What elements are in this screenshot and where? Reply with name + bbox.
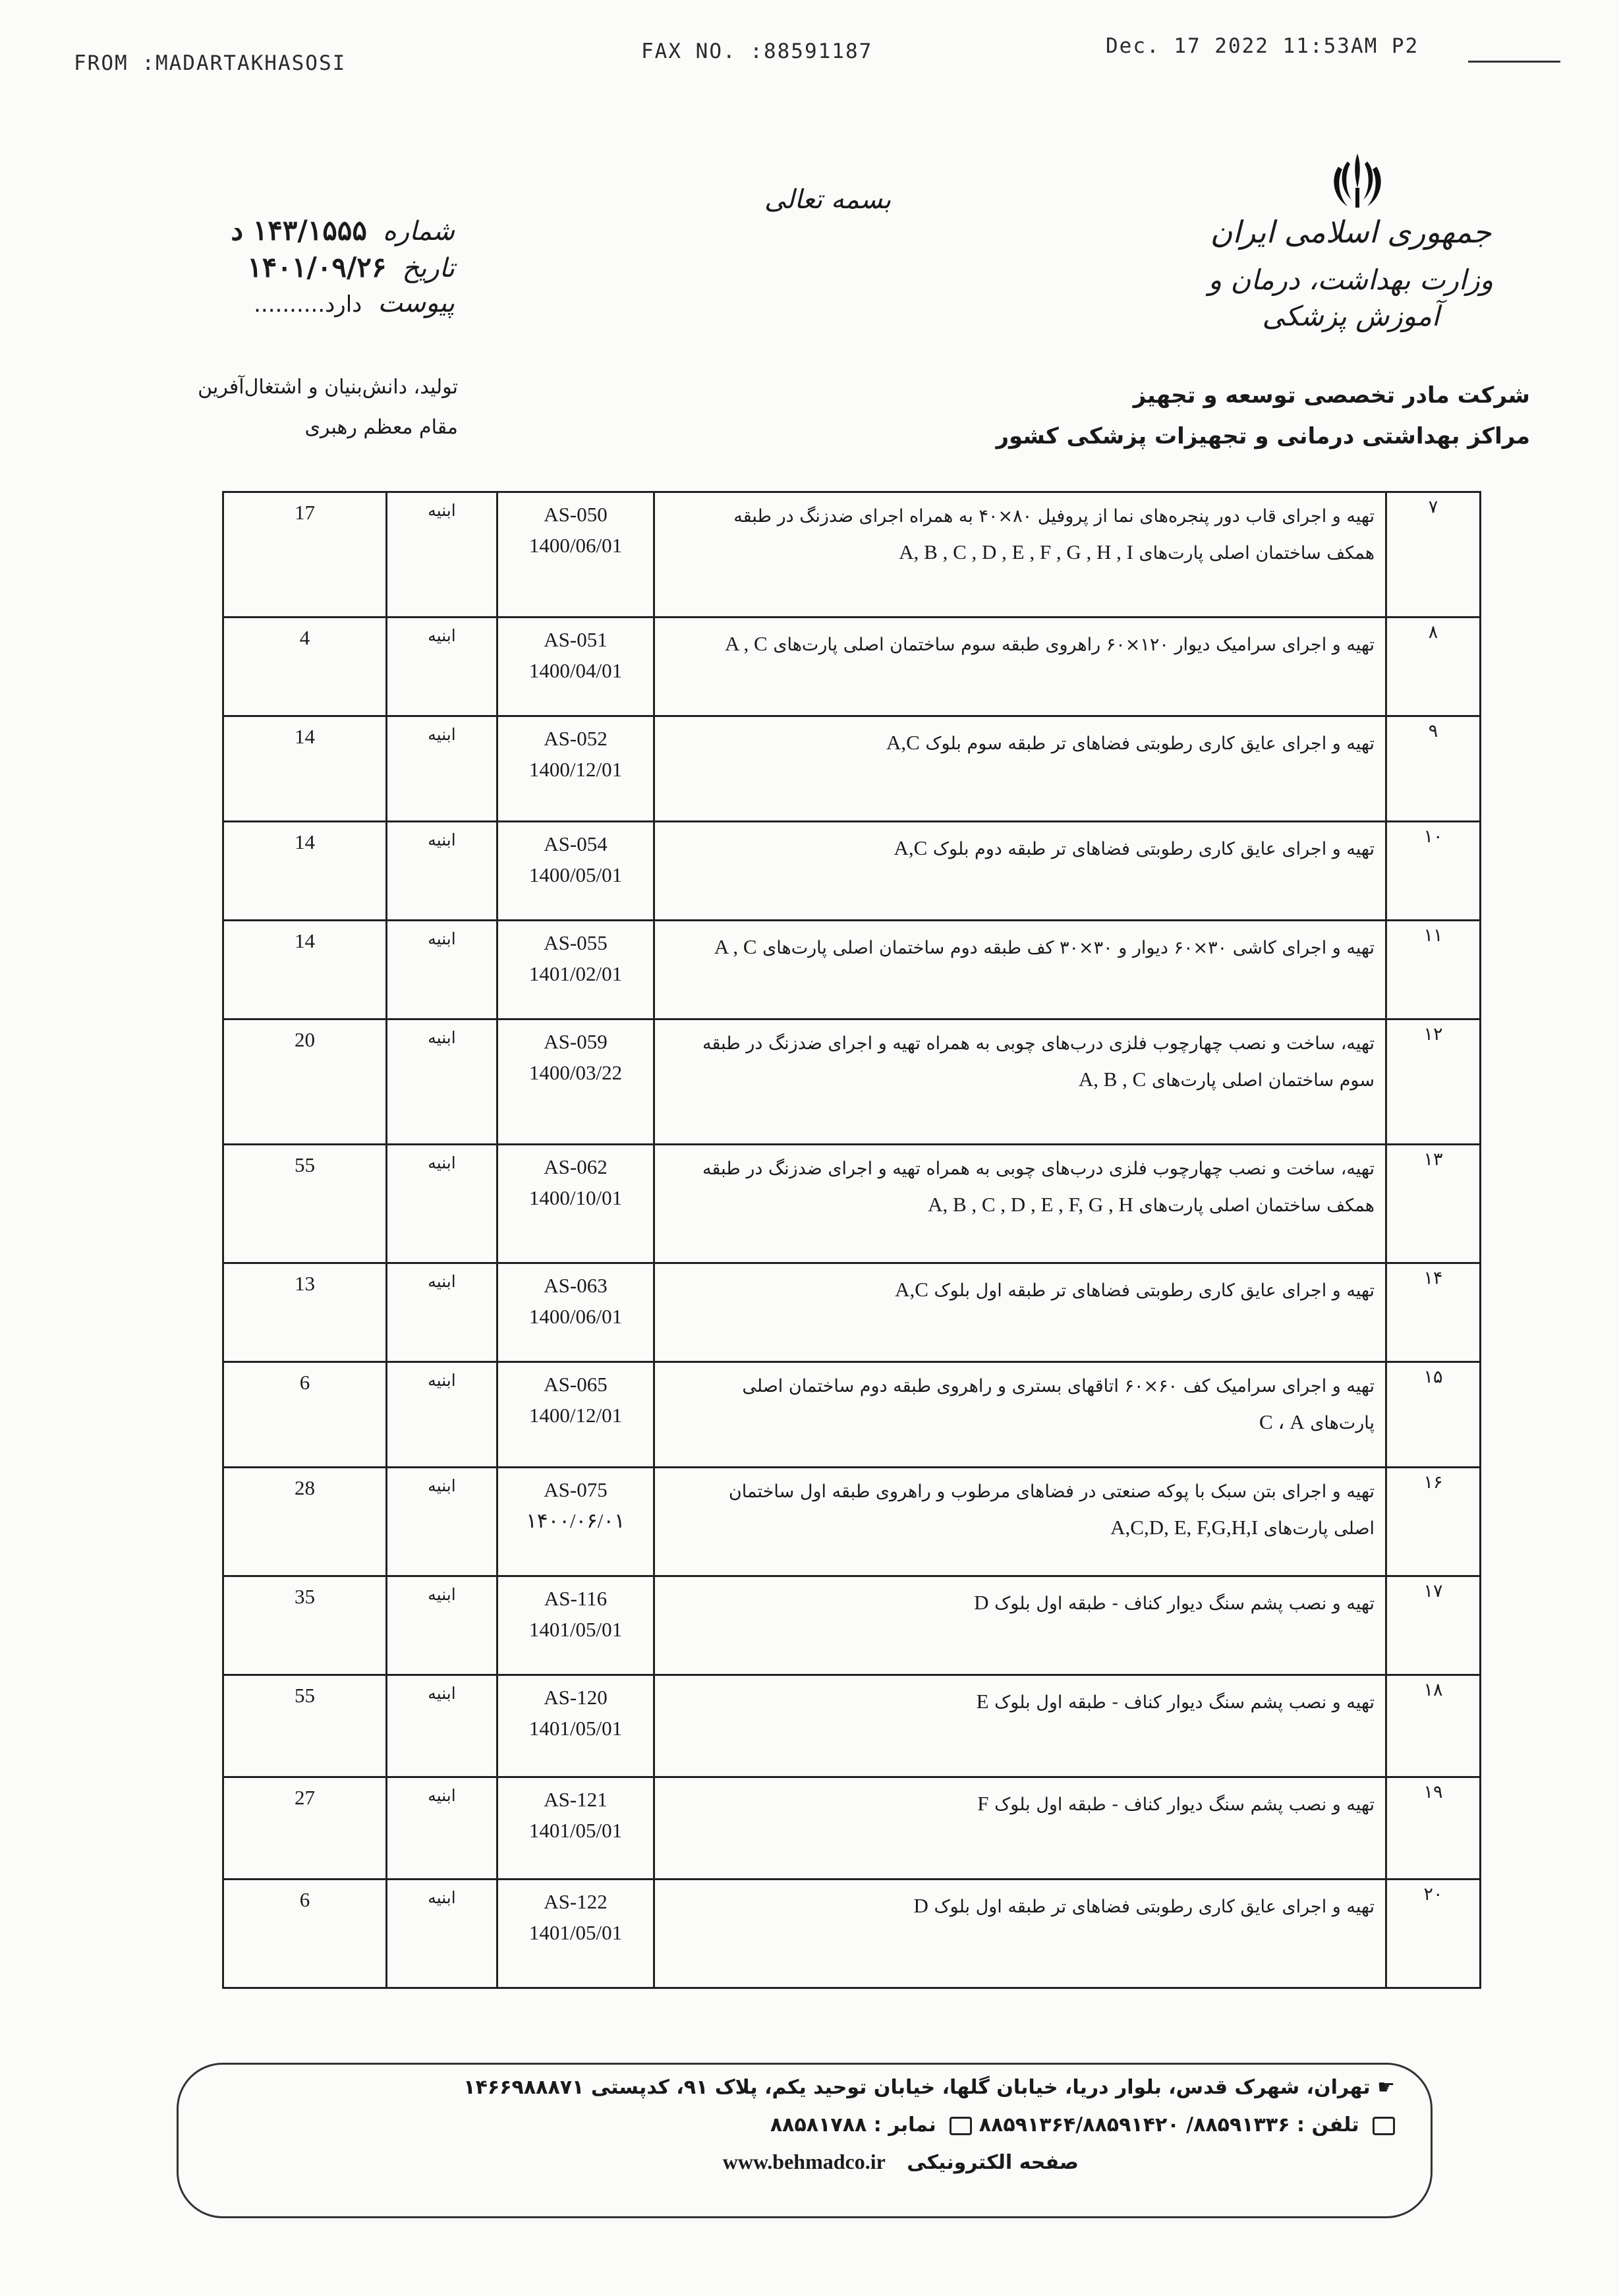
row-description-line1	[663, 500, 1375, 533]
reference-number-label: شماره	[382, 216, 455, 246]
row-description-cell	[654, 617, 1386, 716]
row-number: ۱۰	[1386, 822, 1481, 921]
row-description-line1	[663, 1785, 1375, 1823]
row-number: ۱۷	[1386, 1576, 1481, 1675]
table-row	[223, 822, 1481, 921]
table-row	[223, 617, 1481, 716]
row-description: تهیه و اجرای عایق کاری رطوبتی فضاهای تر طبقه اول بلوک	[934, 1280, 1375, 1301]
footer-fax-label: نمابر :	[873, 2113, 936, 2137]
row-description-line1	[663, 724, 1375, 762]
row-code: AS-052	[544, 727, 608, 750]
row-description: تهیه و نصب پشم سنگ دیوار کناف - طبقه اول بلوک	[994, 1692, 1375, 1713]
table-row	[223, 1777, 1481, 1880]
footer-phone-line	[770, 2113, 1395, 2137]
row-description: تهیه و اجرای عایق کاری رطوبتی فضاهای تر طبقه دوم بلوک	[932, 839, 1375, 859]
row-parts: A,C	[895, 1278, 928, 1301]
row-code-cell	[497, 617, 654, 716]
row-quantity: 20	[223, 1019, 387, 1145]
items-table	[222, 491, 1451, 1989]
row-description-line2	[663, 1403, 1375, 1442]
row-unit: ابنیه	[387, 492, 497, 617]
footer-address	[463, 2076, 1395, 2099]
row-description-line1	[663, 1887, 1375, 1926]
row-code: AS-054	[544, 832, 608, 855]
row-code-date: 1400/04/01	[528, 658, 623, 682]
row-code-date: 1401/05/01	[528, 1818, 623, 1842]
row-parts: E	[976, 1690, 989, 1713]
footer-web-link[interactable]: www.behmadco.ir	[722, 2150, 886, 2173]
row-description: تهیه و نصب پشم سنگ دیوار کناف - طبقه اول بلوک	[994, 1794, 1375, 1815]
row-number: ۱۱	[1386, 921, 1481, 1019]
row-parts: A,C,D, E, F,G,H,I	[1110, 1516, 1259, 1539]
row-description-cont: همکف ساختمان اصلی پارت‌های	[1139, 543, 1375, 564]
row-code-cell	[497, 1468, 654, 1576]
fax-date: Dec. 17 2022 11:53AM P2	[1106, 34, 1419, 58]
row-code-cell	[497, 716, 654, 822]
row-number: ۱۴	[1386, 1263, 1481, 1362]
row-code-date: ۱۴۰۰/۰۶/۰۱	[526, 1508, 625, 1532]
row-parts: A, B , C , D , E , F , G , H , I	[899, 540, 1133, 564]
row-code-date: 1400/03/22	[528, 1060, 623, 1084]
row-description: تهیه و اجرای بتن سبک با پوکه صنعتی در فضاهای مرطوب و راهروی طبقه اول ساختمان	[728, 1481, 1375, 1502]
row-quantity: 35	[223, 1576, 387, 1675]
row-quantity: 14	[223, 822, 387, 921]
phone-icon	[1373, 2117, 1395, 2135]
row-quantity: 27	[223, 1777, 387, 1880]
row-code-cell	[497, 492, 654, 617]
row-description: تهیه و اجرای قاب دور پنجره‌های نما از پروفیل ۸۰×۴۰ به همراه اجرای ضدزنگ در طبقه	[733, 506, 1375, 527]
row-description: تهیه، ساخت و نصب چهارچوب فلزی درب‌های چوبی به همراه تهیه و اجرای ضدزنگ در طبقه	[702, 1033, 1375, 1054]
row-description-line1	[663, 1152, 1375, 1186]
row-number: ۲۰	[1386, 1880, 1481, 1988]
reference-number-value: ۱۴۳/۱۵۵۵ د	[231, 214, 367, 246]
row-quantity: 14	[223, 716, 387, 822]
table-row	[223, 1263, 1481, 1362]
table-row	[223, 1576, 1481, 1675]
footer-address-text: تهران، شهرک قدس، بلوار دریا، خیابان گلها، خیابان توحید یکم، پلاک ۹۱، کدپستی ۱۴۶۶۹۸۸۸۷۱	[463, 2076, 1371, 2099]
row-number: ۸	[1386, 617, 1481, 716]
row-code: AS-050	[544, 503, 608, 526]
row-code: AS-121	[544, 1788, 608, 1811]
company-name-line2: مراکز بهداشتی درمانی و تجهیزات پزشکی کشور	[996, 423, 1530, 449]
row-number: ۱۹	[1386, 1777, 1481, 1880]
row-description-line1	[663, 829, 1375, 868]
row-parts: A,C	[886, 731, 920, 754]
row-code-date: 1400/12/01	[528, 1403, 623, 1427]
row-description-cell	[654, 1263, 1386, 1362]
row-description-line2	[663, 533, 1375, 572]
row-code-date: 1400/06/01	[528, 1304, 623, 1328]
footer-phone-label: تلفن :	[1297, 2113, 1359, 2137]
fax-from: FROM :MADARTAKHASOSI	[74, 51, 347, 75]
row-unit: ابنیه	[387, 1145, 497, 1263]
row-code-date: 1400/10/01	[528, 1186, 623, 1209]
row-code-cell	[497, 1880, 654, 1988]
row-description-line2	[663, 1186, 1375, 1224]
row-description: تهیه و اجرای کاشی ۳۰×۶۰ دیوار و ۳۰×۳۰ کف طبقه دوم ساختمان اصلی پارت‌های	[762, 938, 1375, 958]
row-description: تهیه و اجرای عایق کاری رطوبتی فضاهای تر طبقه سوم بلوک	[925, 733, 1375, 754]
location-icon: ☛	[1377, 2076, 1395, 2099]
row-code-cell	[497, 1263, 654, 1362]
reference-block	[217, 214, 455, 325]
row-description: تهیه و اجرای سرامیک کف ۶۰×۶۰ اتاقهای بستری و راهروی طبقه دوم ساختمان اصلی	[742, 1376, 1375, 1396]
slogan-line1: تولید، دانش‌بنیان و اشتغال‌آفرین	[198, 376, 458, 399]
row-code-cell	[497, 1362, 654, 1468]
row-code: AS-063	[544, 1274, 608, 1297]
reference-number-row	[217, 214, 455, 251]
header-rule	[1468, 61, 1560, 63]
row-description-cont: اصلی پارت‌های	[1263, 1518, 1375, 1539]
row-description-cell	[654, 1468, 1386, 1576]
row-code-cell	[497, 1777, 654, 1880]
row-unit: ابنیه	[387, 617, 497, 716]
row-description-cell	[654, 921, 1386, 1019]
row-parts: F	[977, 1792, 989, 1815]
row-description-line1	[663, 928, 1375, 967]
table-row	[223, 1880, 1481, 1988]
row-code-cell	[497, 822, 654, 921]
row-number: ۱۲	[1386, 1019, 1481, 1145]
row-description-line2	[663, 1508, 1375, 1547]
row-quantity: 14	[223, 921, 387, 1019]
table-row	[223, 921, 1481, 1019]
row-parts: A, B , C	[1078, 1068, 1147, 1091]
row-description: تهیه و اجرای عایق کاری رطوبتی فضاهای تر طبقه اول بلوک	[934, 1897, 1375, 1917]
row-description-cell	[654, 1019, 1386, 1145]
reference-attachment-value: دارد..........	[254, 291, 362, 318]
iran-emblem-icon	[1328, 148, 1387, 214]
row-code: AS-065	[544, 1373, 608, 1396]
row-parts: C ، A	[1259, 1410, 1305, 1434]
row-description: تهیه و اجرای سرامیک دیوار ۱۲۰×۶۰ راهروی طبقه سوم ساختمان اصلی پارت‌های	[773, 635, 1375, 655]
fax-icon	[950, 2117, 972, 2135]
row-description-line1	[663, 1271, 1375, 1309]
row-quantity: 4	[223, 617, 387, 716]
table-row	[223, 492, 1481, 617]
row-description-cell	[654, 1777, 1386, 1880]
ministry-name: وزارت بهداشت، درمان و آموزش پزشکی	[1208, 264, 1494, 332]
row-quantity: 55	[223, 1145, 387, 1263]
row-unit: ابنیه	[387, 1880, 497, 1988]
row-code: AS-075	[544, 1478, 608, 1501]
row-quantity: 13	[223, 1263, 387, 1362]
row-description-line1	[663, 625, 1375, 664]
row-description-line1	[663, 1369, 1375, 1403]
row-description-cell	[654, 822, 1386, 921]
row-code: AS-120	[544, 1686, 608, 1709]
row-code: AS-122	[544, 1890, 608, 1913]
row-description-line1	[663, 1475, 1375, 1508]
table-row	[223, 1675, 1481, 1777]
row-description-cell	[654, 1576, 1386, 1675]
row-parts: D	[974, 1591, 989, 1614]
row-code-cell	[497, 1576, 654, 1675]
row-unit: ابنیه	[387, 1675, 497, 1777]
row-quantity: 6	[223, 1880, 387, 1988]
row-code-cell	[497, 921, 654, 1019]
row-description-line1	[663, 1584, 1375, 1622]
bismillah-heading: بسمه تعالی	[764, 185, 892, 215]
table-row	[223, 1468, 1481, 1576]
row-unit: ابنیه	[387, 1362, 497, 1468]
footer-web-label: صفحه الکترونیکی	[907, 2151, 1079, 2174]
reference-attachment-label: پیوست	[378, 288, 455, 318]
row-number: ۱۶	[1386, 1468, 1481, 1576]
table-row	[223, 1019, 1481, 1145]
row-code-cell	[497, 1145, 654, 1263]
row-description: تهیه، ساخت و نصب چهارچوب فلزی درب‌های چوبی به همراه تهیه و اجرای ضدزنگ در طبقه	[702, 1159, 1375, 1179]
row-quantity: 55	[223, 1675, 387, 1777]
row-code: AS-051	[544, 628, 608, 651]
footer-phones: ۸۸۵۹۱۳۳۶/ ۸۸۵۹۱۳۶۴/۸۸۵۹۱۴۲۰	[979, 2113, 1290, 2137]
row-description: تهیه و نصب پشم سنگ دیوار کناف - طبقه اول بلوک	[994, 1593, 1375, 1614]
row-code: AS-055	[544, 931, 608, 954]
row-code: AS-062	[544, 1155, 608, 1178]
reference-date-row	[217, 251, 455, 288]
row-code-date: 1400/12/01	[528, 757, 623, 781]
row-description-cont: همکف ساختمان اصلی پارت‌های	[1139, 1195, 1375, 1217]
row-description-cell	[654, 492, 1386, 617]
row-number: ۹	[1386, 716, 1481, 822]
row-quantity: 17	[223, 492, 387, 617]
fax-number: FAX NO. :88591187	[641, 40, 873, 63]
row-description-cell	[654, 1880, 1386, 1988]
row-code: AS-116	[544, 1587, 608, 1610]
row-unit: ابنیه	[387, 822, 497, 921]
row-number: ۷	[1386, 492, 1481, 617]
row-parts: A , C	[714, 935, 757, 958]
row-quantity: 6	[223, 1362, 387, 1468]
row-description-line1	[663, 1682, 1375, 1721]
footer-fax: ۸۸۵۸۱۷۸۸	[770, 2113, 867, 2137]
row-parts: A, B , C , D , E , F, G , H	[928, 1193, 1133, 1217]
row-code: AS-059	[544, 1030, 608, 1053]
slogan-block	[168, 376, 458, 439]
table-row	[223, 1362, 1481, 1468]
government-name: جمهوری اسلامی ایران	[1210, 214, 1492, 250]
row-description-cont: پارت‌های	[1310, 1413, 1375, 1434]
row-description-cell	[654, 1362, 1386, 1468]
government-header	[1199, 214, 1502, 334]
row-code-date: 1401/05/01	[528, 1920, 623, 1944]
row-number: ۱۳	[1386, 1145, 1481, 1263]
row-description-cell	[654, 716, 1386, 822]
row-description-line1	[663, 1027, 1375, 1060]
table-row	[223, 1145, 1481, 1263]
footer-web-line	[723, 2150, 1079, 2174]
row-parts: D	[913, 1894, 928, 1917]
row-number: ۱۵	[1386, 1362, 1481, 1468]
row-unit: ابنیه	[387, 1019, 497, 1145]
row-unit: ابنیه	[387, 1576, 497, 1675]
row-description-line2	[663, 1060, 1375, 1099]
row-code-date: 1400/05/01	[528, 863, 623, 886]
row-code-date: 1401/05/01	[528, 1716, 623, 1740]
row-parts: A,C	[894, 836, 928, 859]
row-number: ۱۸	[1386, 1675, 1481, 1777]
company-header	[996, 382, 1530, 449]
row-parts: A , C	[725, 632, 768, 655]
row-description-cont: سوم ساختمان اصلی پارت‌های	[1151, 1070, 1375, 1091]
row-unit: ابنیه	[387, 1777, 497, 1880]
slogan-attribution: مقام معظم رهبری	[304, 416, 458, 439]
reference-date-value: ۱۴۰۱/۰۹/۲۶	[247, 251, 387, 283]
company-name-line1: شرکت مادر تخصصی توسعه و تجهیز	[1133, 382, 1530, 409]
row-code-date: 1400/06/01	[528, 533, 623, 557]
row-quantity: 28	[223, 1468, 387, 1576]
row-code-cell	[497, 1675, 654, 1777]
row-code-cell	[497, 1019, 654, 1145]
row-code-date: 1401/05/01	[528, 1617, 623, 1641]
reference-date-label: تاریخ	[402, 253, 455, 283]
table-row	[223, 716, 1481, 822]
reference-attachment-row	[217, 288, 455, 325]
row-unit: ابنیه	[387, 921, 497, 1019]
row-description-cell	[654, 1145, 1386, 1263]
row-unit: ابنیه	[387, 1468, 497, 1576]
row-description-cell	[654, 1675, 1386, 1777]
row-code-date: 1401/02/01	[528, 961, 623, 985]
row-unit: ابنیه	[387, 716, 497, 822]
row-unit: ابنیه	[387, 1263, 497, 1362]
